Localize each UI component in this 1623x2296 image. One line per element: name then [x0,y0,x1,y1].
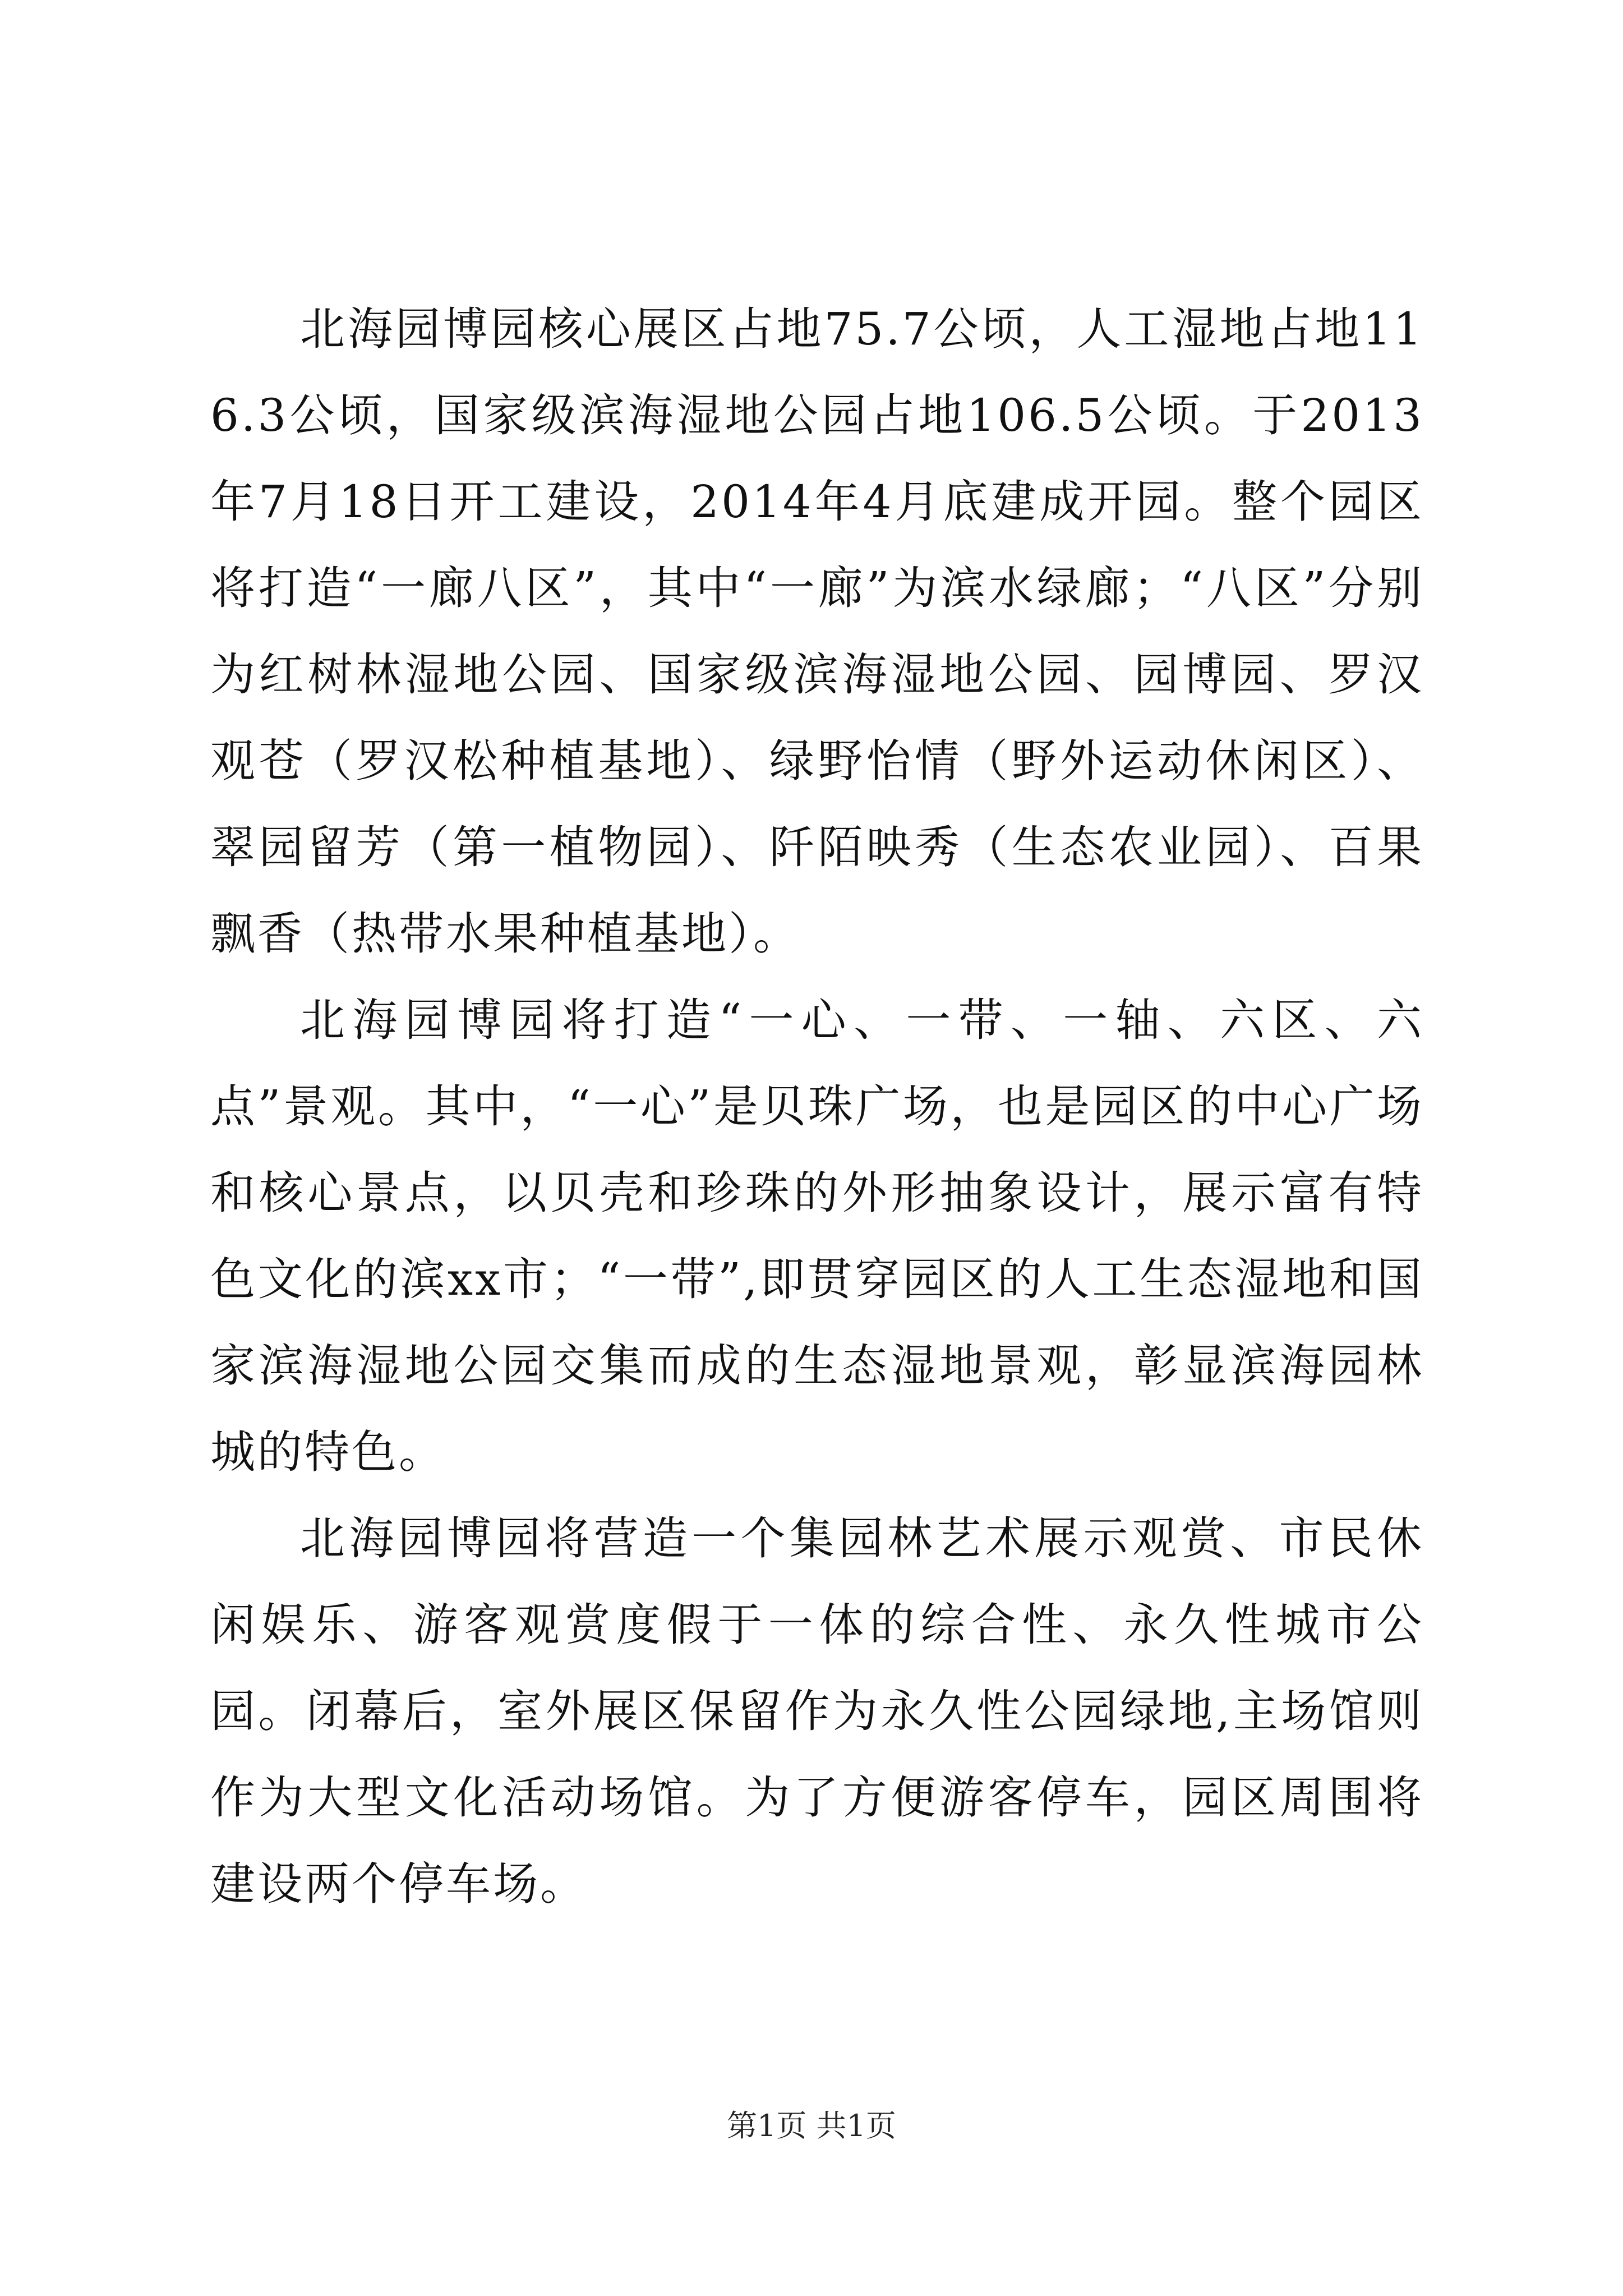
paragraph-3: 北海园博园将营造一个集园林艺术展示观赏、市民休闲娱乐、游客观赏度假于一体的综合性、永久性城市公园。闭幕后，室外展区保留作为永久性公园绿地,主场馆则作为大型文化活动场馆。为了方便游客停车，园区周围将建设两个停车场。 [210,1512,1424,1910]
paragraph-1: 北海园博园核心展区占地75.7公顷，人工湿地占地116.3公顷，国家级滨海湿地公园占地106.5公顷。于2013年7月18日开工建设，2014年4月底建成开园。整个园区将打造“一廊八区”，其中“一廊”为滨水绿廊；“八区”分别为红树林湿地公园、国家级滨海湿地公园、园博园、罗汉观苍（罗汉松种植基地）、绿野怡情（野外运动休闲区）、翠园留芳（第一植物园）、阡陌映秀（生态农业园）、百果飘香（热带水果种植基地）。 [210,303,1424,960]
document-body [210,286,1424,1927]
page-footer: 第1页 共1页 [727,2108,896,2143]
paragraph-2: 北海园博园将打造“一心、一带、一轴、六区、六点”景观。其中，“一心”是贝珠广场，也是园区的中心广场和核心景点，以贝壳和珍珠的外形抽象设计，展示富有特色文化的滨xx市；“一带”,即贯穿园区的人工生态湿地和国家滨海湿地公园交集而成的生态湿地景观，彰显滨海园林城的特色。 [210,994,1424,1478]
